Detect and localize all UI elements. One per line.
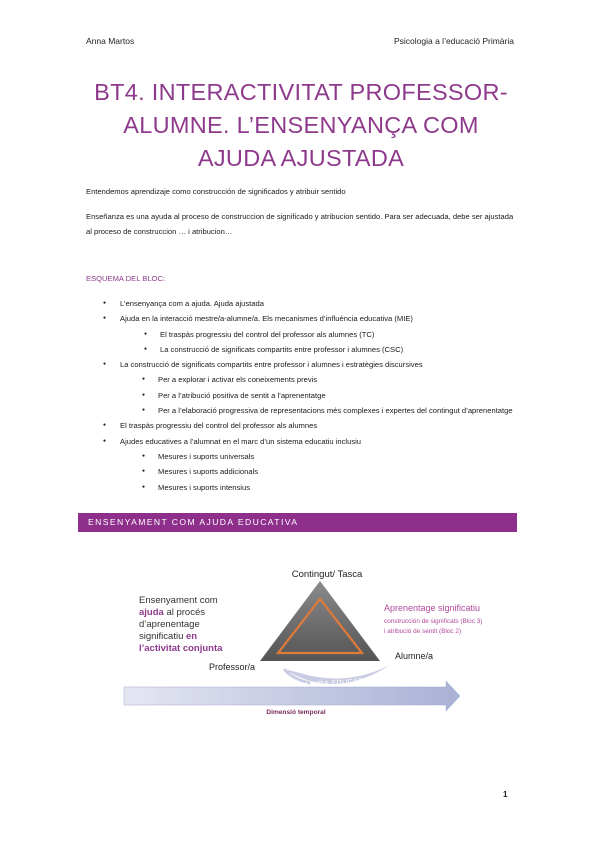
scheme-subitem: ● Per a explorar i activar els coneixements previs bbox=[142, 375, 318, 385]
header-course: Psicologia a l’educació Primària bbox=[393, 36, 514, 46]
arrow-label: Dimensió temporal bbox=[266, 709, 326, 716]
left-line-1: Ensenyament com bbox=[139, 595, 218, 606]
page-number: 1 bbox=[503, 790, 508, 799]
scheme-subitem: ● Mesures i suports intensius bbox=[142, 482, 251, 492]
scheme-subitem: ● El traspàs progressiu del control del professor als alumnes (TC) bbox=[144, 329, 375, 339]
scheme-list bbox=[86, 296, 516, 495]
scheme-item: ● Ajuda en la interacció mestre/a-alumne/a. Els mecanismes d’influència educativa (MIE) ● El traspàs progressiu del control del professor als alumnes (TC) ● La construcció de significats compartits entre professor i alumnes (CSC) bbox=[86, 311, 516, 357]
left-highlight-3: l’activitat conjunta bbox=[139, 643, 223, 654]
left-line-2: al procés bbox=[163, 607, 205, 618]
title-line-3: AJUDA AJUSTADA bbox=[197, 145, 405, 171]
scheme-subitem: ● Per a l’atribució positiva de sentit a l’aprenentatge bbox=[142, 390, 326, 400]
scheme-subitem: ● Mesures i suports addicionals bbox=[142, 467, 259, 477]
scheme-subitem: ● Mesures i suports universals bbox=[142, 451, 255, 461]
left-line-4: significatiu bbox=[139, 631, 186, 642]
time-arrow bbox=[124, 681, 460, 711]
top-label: Contingut/ Tasca bbox=[291, 569, 363, 580]
scheme-item: ● L’ensenyança com a ajuda. Ajuda ajustada bbox=[86, 296, 516, 311]
teaching-diagram bbox=[124, 565, 483, 727]
intro-paragraph-1: Entendemos aprendizaje como construcción de significados y atribuir sentido bbox=[86, 187, 346, 196]
header-author: Anna Martos bbox=[86, 36, 135, 46]
scheme-item: ● Ajudes educatives a l’alumnat en el marc d’un sistema educatiu inclusiu ● Mesures i suports universals ● Mesures i suports addicionals ● Mesures i suports intensius bbox=[86, 434, 516, 495]
left-highlight-2: en bbox=[186, 631, 198, 642]
left-highlight-1: ajuda bbox=[139, 607, 164, 618]
intro-paragraph-2: Enseñanza es una ayuda al proceso de construccion de significado y atribucion sentido. Para ser adecuada, debe ser ajustada al proceso de construccion … i atribucion… bbox=[86, 212, 514, 236]
title-line-1: BT4. INTERACTIVITAT PROFESSOR- bbox=[94, 79, 508, 105]
teacher-label: Professor/a bbox=[209, 662, 256, 672]
scheme-item: ● La construcció de significats compartits entre professor i alumnes i estratègies discursives ● Per a explorar i activar els coneixements previs ● Per a l’atribució positiva de sentit a l’aprenentatge ● Per a l’elaboració progressiva de representacions més complexes i expertes del contingut d’aprenentatge bbox=[86, 357, 516, 418]
section-bar bbox=[78, 513, 517, 532]
scheme-item: ● El traspàs progressiu del control del professor als alumnes bbox=[86, 418, 516, 433]
left-line-3: d’aprenentage bbox=[139, 619, 200, 630]
right-title: Aprenentage significatiu bbox=[384, 603, 481, 613]
triangle bbox=[260, 581, 380, 661]
arc-label: AJUDA EDUCATIVA bbox=[303, 677, 376, 690]
student-label: Alumne/a bbox=[395, 651, 434, 661]
svg-text:Ensenyament com ajuda al p bbox=[139, 595, 223, 654]
scheme-subitem: ● Per a l’elaboració progressiva de representacions més complexes i expertes del contingut d’aprenentatge bbox=[142, 406, 513, 416]
page-title bbox=[86, 76, 516, 175]
scheme-subitem: ● La construcció de significats compartits entre professor i alumnes (CSC) bbox=[144, 344, 404, 354]
right-sub-2: i atribució de sentit (Bloc 2) bbox=[384, 628, 462, 635]
section-bar-title: ENSENYAMENT COM AJUDA EDUCATIVA bbox=[88, 517, 299, 527]
right-sub-1: construcción de significats (Bloc 3) bbox=[384, 618, 483, 625]
scheme-heading: ESQUEMA DEL BLOC: bbox=[86, 274, 166, 283]
title-line-2: ALUMNE. L’ENSENYANÇA COM bbox=[123, 112, 479, 138]
